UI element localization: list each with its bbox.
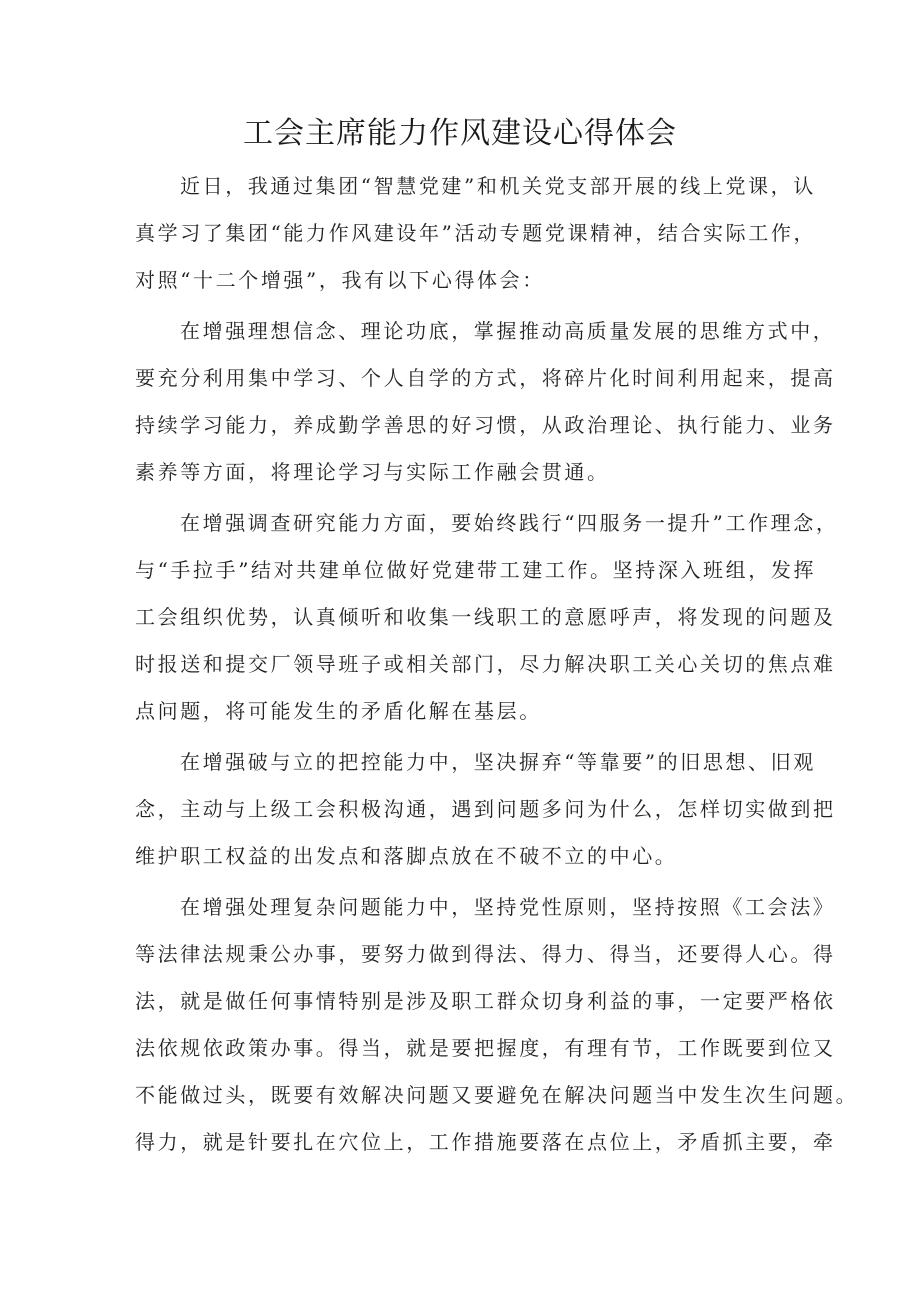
paragraph-line: 点问题，将可能发生的矛盾化解在基层。 bbox=[135, 699, 542, 723]
paragraph-line: 素养等方面，将理论学习与实际工作融会贯通。 bbox=[135, 460, 610, 484]
paragraph bbox=[135, 308, 836, 496]
document-body bbox=[135, 163, 859, 1170]
paragraph-line: 在增强理想信念、理论功底，掌握推动高质量发展的思维方式中， bbox=[180, 319, 836, 343]
paragraph bbox=[135, 739, 836, 880]
document-title: 工会主席能力作风建设心得体会 bbox=[243, 116, 677, 151]
paragraph-line: 与“手拉手”结对共建单位做好党建带工建工作。坚持深入班组，发挥 bbox=[135, 558, 817, 582]
paragraph-line: 持续学习能力，养成勤学善思的好习惯，从政治理论、执行能力、业务 bbox=[135, 413, 836, 437]
paragraph-line: 真学习了集团“能力作风建设年”活动专题党课精神，结合实际工作， bbox=[135, 221, 817, 245]
paragraph-line: 要充分利用集中学习、个人自学的方式，将碎片化时间利用起来，提高 bbox=[135, 366, 836, 390]
paragraph-line: 在增强破与立的把控能力中，坚决摒弃“等靠要”的旧思想、旧观 bbox=[180, 750, 816, 774]
paragraph-line: 在增强处理复杂问题能力中，坚持党性原则，坚持按照《工会法》 bbox=[180, 895, 836, 919]
paragraph-line: 工会组织优势，认真倾听和收集一线职工的意愿呼声，将发现的问题及 bbox=[135, 605, 836, 629]
paragraph-line: 等法律法规秉公办事，要努力做到得法、得力、得当，还要得人心。得 bbox=[135, 942, 836, 966]
paragraph-line: 法，就是做任何事情特别是涉及职工群众切身利益的事，一定要严格依 bbox=[135, 989, 836, 1013]
paragraph-line: 法依规依政策办事。得当，就是要把握度，有理有节，工作既要到位又 bbox=[135, 1036, 836, 1060]
paragraph bbox=[135, 163, 817, 304]
paragraph-line: 对照“十二个增强”，我有以下心得体会： bbox=[135, 268, 545, 292]
paragraph-line: 时报送和提交厂领导班子或相关部门，尽力解决职工关心关切的焦点难 bbox=[135, 652, 836, 676]
paragraph-line: 在增强调查研究能力方面，要始终践行“四服务一提升”工作理念， bbox=[180, 511, 839, 535]
paragraph-line: 念，主动与上级工会积极沟通，遇到问题多问为什么，怎样切实做到把 bbox=[135, 797, 836, 821]
paragraph bbox=[135, 500, 839, 735]
paragraph bbox=[135, 884, 859, 1166]
paragraph-line: 不能做过头，既要有效解决问题又要避免在解决问题当中发生次生问题。 bbox=[135, 1083, 859, 1107]
paragraph-line: 维护职工权益的出发点和落脚点放在不破不立的中心。 bbox=[135, 844, 678, 868]
paragraph-line: 得力，就是针要扎在穴位上，工作措施要落在点位上，矛盾抓主要，牵 bbox=[135, 1130, 836, 1154]
paragraph-line: 近日，我通过集团“智慧党建”和机关党支部开展的线上党课，认 bbox=[180, 174, 816, 198]
